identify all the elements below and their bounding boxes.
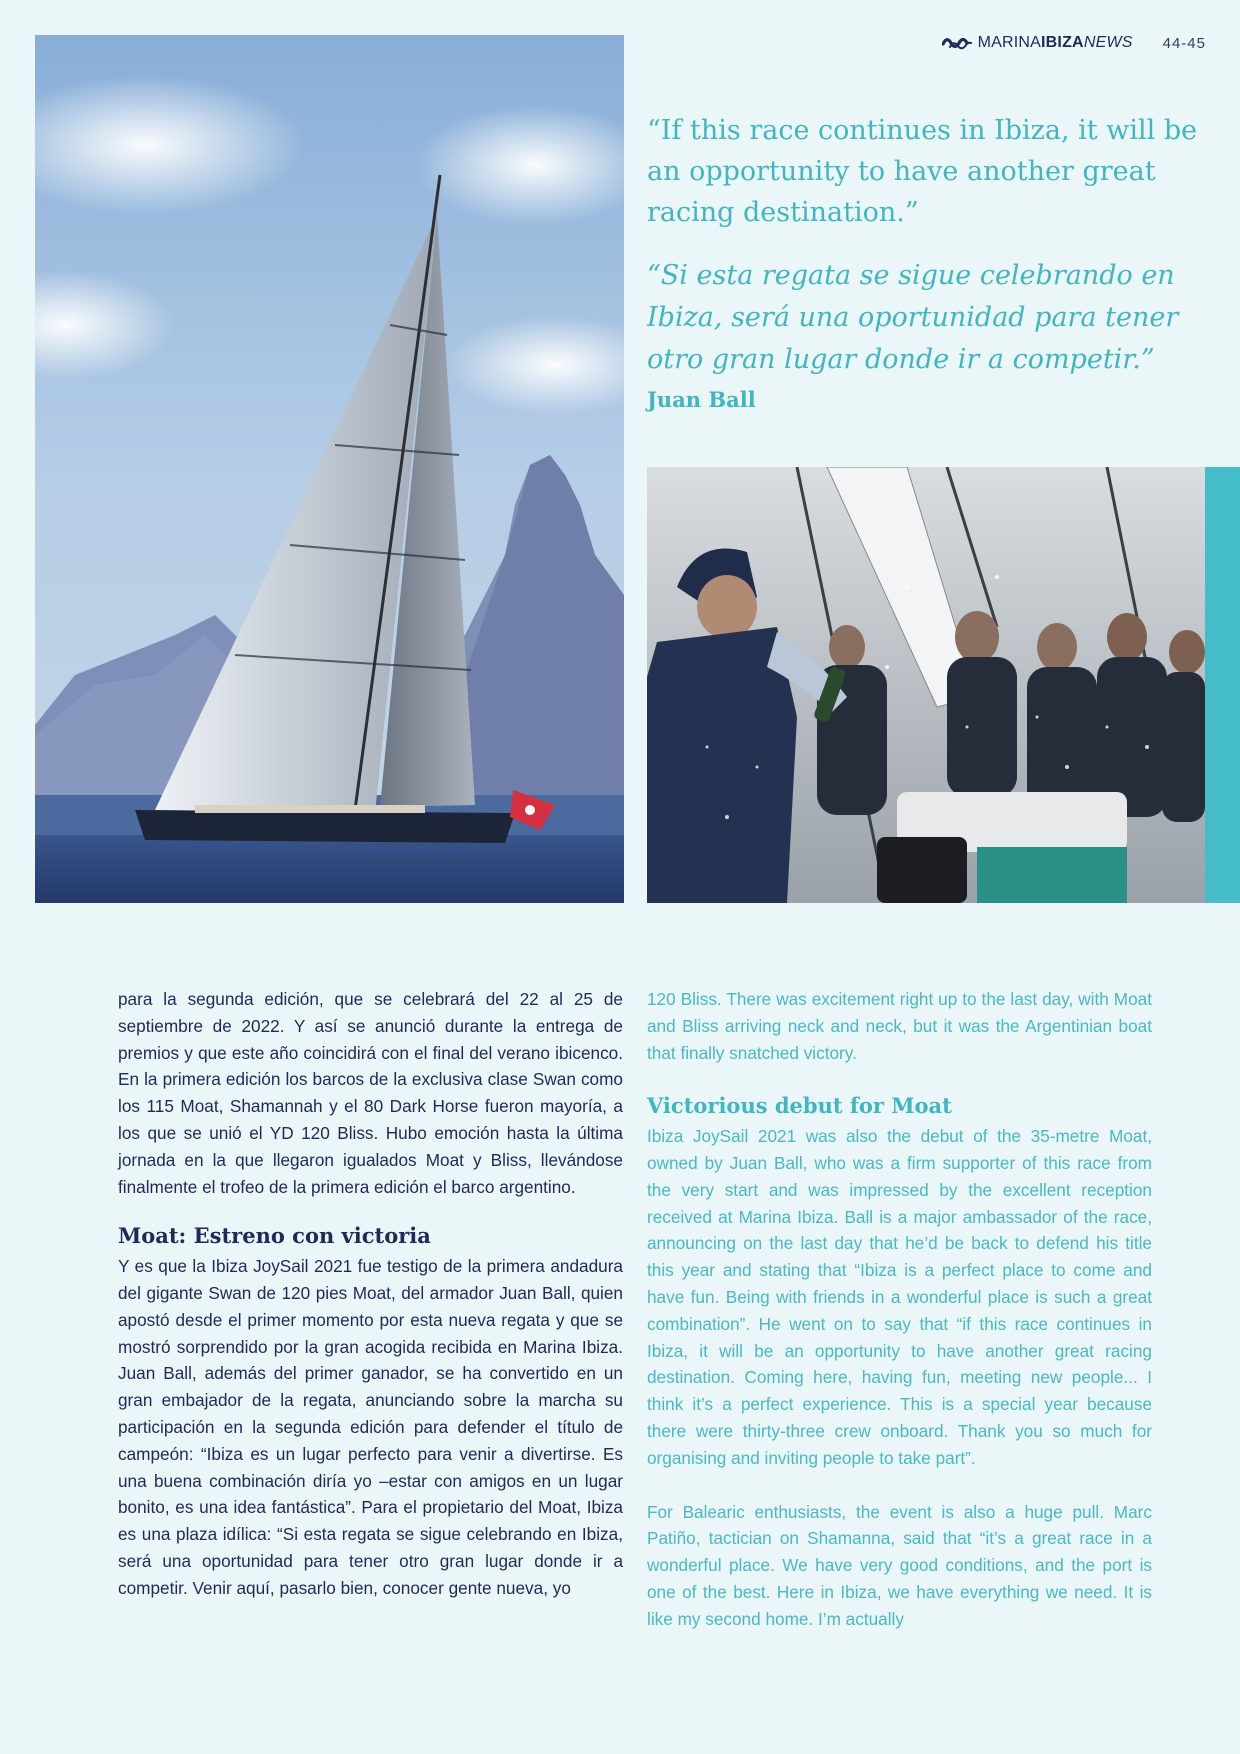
wave-logo-icon <box>942 35 972 51</box>
quote-english: “If this race continues in Ibiza, it will be an opportunity to have another great racing destination.” <box>647 115 1198 228</box>
english-paragraph-1: 120 Bliss. There was excitement right up to the last day, with Moat and Bliss arriving neck and neck, but it was the Argentinian boat that finally snatched victory. <box>647 989 1152 1063</box>
crew-celebration-photo <box>647 467 1205 903</box>
sailboat-photo <box>35 35 624 903</box>
spanish-paragraph-2: Y es que la Ibiza JoySail 2021 fue testigo de la primera andadura del gigante Swan de 120 pies Moat, del armador Juan Ball, quien apostó desde el primer momento por esta nueva regata y que se mostró sorprendido por la gran acogida recibida en Marina Ibiza. Juan Ball, además del primer ganador, se ha convertido en un gran embajador de la regata, anunciando sobre la marcha su participación en la segunda edición para defender el título de campeón: “Ibiza es un lugar perfecto para venir a divertirse. Es una buena combinación diría yo –estar con amigos en un lugar bonito, es una idea fantástica”. Para el propietario del Moat, Ibiza es una plaza idílica: “Si esta regata se sigue celebrando en Ibiza, será una oportunidad para tener otro gran lugar donde ir a competir. Venir aquí, pasarlo bien, conocer gente nueva, yo <box>118 1256 623 1598</box>
page-header <box>942 30 1206 56</box>
brand-marina: MARINA <box>977 34 1042 51</box>
spanish-subheading: Moat: Estreno con victoria <box>118 1223 431 1249</box>
accent-bar <box>1205 467 1240 903</box>
article-column-english <box>647 986 1152 1633</box>
brand-logo <box>942 34 1133 52</box>
quote-spanish: “Si esta regata se sigue celebrando en Ibiza, será una oportunidad para tener otro gran lugar donde ir a competir.” <box>647 260 1179 375</box>
english-paragraph-2: Ibiza JoySail 2021 was also the debut of the 35-metre Moat, owned by Juan Ball, who was a firm supporter of this race from the very start and was impressed by the excellent reception received at Marina Ibiza. Ball is a major ambassador of the race, announcing on the last day that he’d be back to defend his title this year and stating that “Ibiza is a perfect place to come and have fun. Being with friends in a wonderful place is such a great combination”. He went on to say that “if this race continues in Ibiza, it will be an opportunity to have another great racing destination. Coming here, having fun, meeting new people... I think it’s a perfect experience. This is a special year because there were thirty-three crew onboard. Thank you so much for organising and inviting people to take part”. <box>647 1126 1152 1468</box>
brand-ibiza: IBIZA <box>1041 34 1084 51</box>
page-numbers: 44-45 <box>1162 34 1206 52</box>
pull-quote <box>647 110 1207 412</box>
spanish-paragraph-1: para la segunda edición, que se celebrará del 22 al 25 de septiembre de 2022. Y así se anunció durante la entrega de premios y que este año coincidirá con el final del verano ibicenco. En la primera edición los barcos de la exclusiva clase Swan como los 115 Moat, Shamannah y el 80 Dark Horse fueron mayoría, a los que se unió el YD 120 Bliss. Hubo emoción hasta la última jornada en la que llegaron igualados Moat y Bliss, llevándose finalmente el trofeo de la primera edición el barco argentino. <box>118 989 623 1197</box>
brand-news: NEWS <box>1083 34 1133 51</box>
quote-author: Juan Ball <box>647 387 756 412</box>
article-column-spanish <box>118 986 623 1602</box>
english-paragraph-3: For Balearic enthusiasts, the event is also a huge pull. Marc Patiño, tactician on Shamanna, said that “it’s a great race in a wonderful place. We have very good conditions, and the port is one of the best. Here in Ibiza, we have everything we need. It is like my second home. I’m actually <box>647 1501 1152 1629</box>
english-subheading: Victorious debut for Moat <box>647 1093 952 1119</box>
